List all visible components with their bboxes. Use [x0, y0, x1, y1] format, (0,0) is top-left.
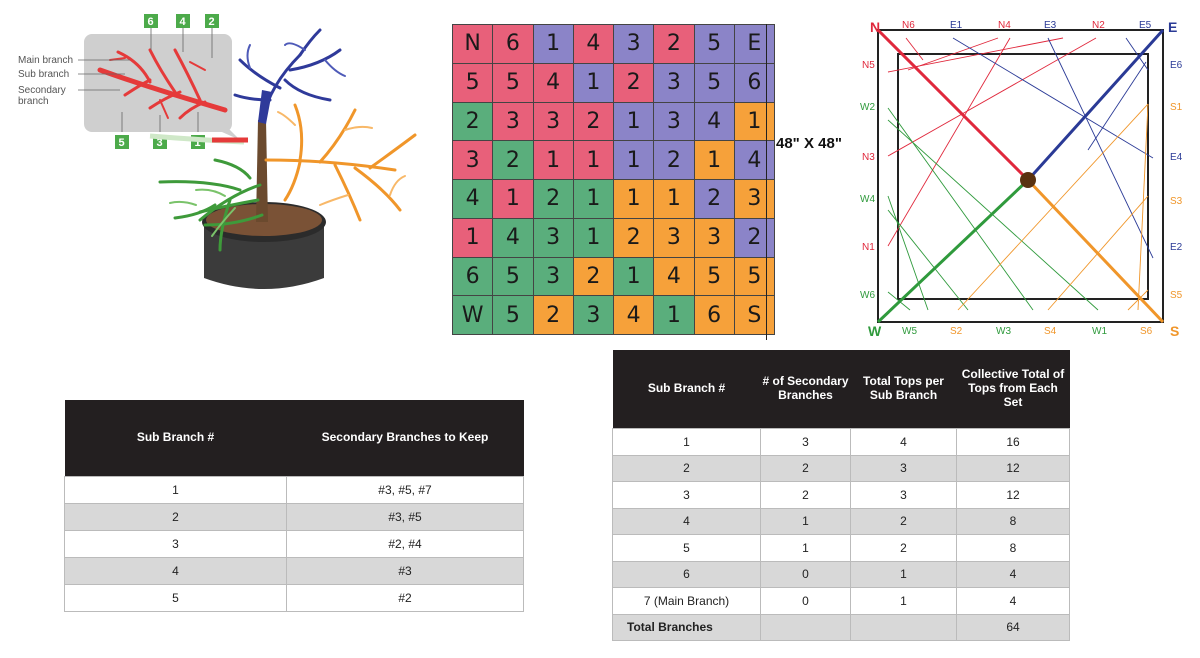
left-label-1: N5	[862, 60, 875, 71]
num-box-3: 3	[156, 137, 163, 149]
grid-cell: 1	[654, 296, 694, 335]
grid-cell: 4	[493, 219, 533, 258]
secondary-branches-table	[64, 400, 524, 612]
grid-cell: 1	[534, 141, 574, 180]
size-label: 48" X 48"	[776, 135, 842, 152]
trunk-center-icon	[1020, 172, 1036, 188]
left-label-2: W2	[860, 102, 875, 113]
top-label-3: N4	[998, 20, 1011, 31]
grid-cell: 5	[695, 25, 735, 64]
grid-cell: 3	[493, 103, 533, 142]
table-cell: 1	[851, 561, 957, 588]
grid-cell: 2	[534, 180, 574, 219]
grid-cell: 5	[453, 64, 493, 103]
table-cell: 2	[761, 482, 851, 509]
label-branch: branch	[18, 96, 49, 107]
table-cell: 0	[761, 561, 851, 588]
grid-cell: 1	[654, 180, 694, 219]
grid-cell: 2	[654, 25, 694, 64]
trunk	[256, 120, 268, 222]
table-cell: 12	[957, 482, 1070, 509]
left-label-3: N3	[862, 152, 875, 163]
table-cell: Total Branches	[613, 614, 761, 641]
label-sub-branch: Sub branch	[18, 69, 70, 80]
grid-cell: 2	[574, 103, 614, 142]
table-cell: #3, #5, #7	[287, 477, 524, 504]
grid-cell: 2	[695, 180, 735, 219]
table-cell: 2	[761, 455, 851, 482]
grid-cell: 3	[654, 103, 694, 142]
grid-cell: 2	[614, 64, 654, 103]
grid-cell: 5	[695, 258, 735, 297]
table-cell: 8	[957, 535, 1070, 562]
west-main-branch	[878, 180, 1028, 322]
table-cell: 1	[761, 535, 851, 562]
table-cell: 1	[761, 508, 851, 535]
grid-cell: E	[735, 25, 775, 64]
grid-cell: 1	[614, 141, 654, 180]
grid-cell: 6	[493, 25, 533, 64]
table-cell: 12	[957, 455, 1070, 482]
table-row	[613, 455, 1070, 482]
grid-cell: 1	[574, 180, 614, 219]
inset-panel	[84, 34, 232, 132]
grid-cell: 2	[534, 296, 574, 335]
table-cell: 7 (Main Branch)	[613, 588, 761, 615]
table-row	[613, 482, 1070, 509]
grid-cell: 4	[614, 296, 654, 335]
grid-cell: 4	[453, 180, 493, 219]
table-cell: 1	[613, 429, 761, 456]
table-cell	[851, 614, 957, 641]
table-row	[65, 558, 524, 585]
table-cell: 8	[957, 508, 1070, 535]
grid-cell: 1	[574, 64, 614, 103]
grid-cell: 3	[534, 219, 574, 258]
table-row	[65, 477, 524, 504]
table-cell: 2	[851, 508, 957, 535]
table-cell: 64	[957, 614, 1070, 641]
grid-cell: 5	[493, 258, 533, 297]
table-cell: 1	[851, 588, 957, 615]
table-cell: 3	[613, 482, 761, 509]
plant-illustration	[0, 0, 440, 340]
grid-cell: 1	[574, 219, 614, 258]
table-cell: 4	[957, 561, 1070, 588]
bottom-label-2: S2	[950, 326, 963, 337]
grid-cell: S	[735, 296, 775, 335]
table-cell: #3	[287, 558, 524, 585]
grid-cell: 6	[735, 64, 775, 103]
table-cell: 6	[613, 561, 761, 588]
grid-cell: 5	[695, 64, 735, 103]
corner-e: E	[1168, 19, 1178, 35]
table-row	[65, 504, 524, 531]
num-box-5: 5	[118, 137, 125, 149]
east-main-branch	[1028, 30, 1163, 180]
grid-cell: 3	[534, 103, 574, 142]
grid-cell: 1	[574, 141, 614, 180]
right-label-4: S3	[1170, 196, 1183, 207]
top-label-6: E5	[1139, 20, 1152, 31]
top-label-4: E3	[1044, 20, 1057, 31]
grid-cell: 1	[614, 103, 654, 142]
right-label-2: S1	[1170, 102, 1183, 113]
grid-cell: 1	[453, 219, 493, 258]
table-row	[613, 429, 1070, 456]
table-cell: 2	[851, 535, 957, 562]
bottom-label-1: W5	[902, 326, 917, 337]
grid-cell: 1	[534, 25, 574, 64]
grid-cell: 3	[453, 141, 493, 180]
grid-cell: 3	[735, 180, 775, 219]
t2-header-secondary-count: # of Secondary Branches	[761, 350, 851, 429]
grid-cell: 6	[453, 258, 493, 297]
table-cell: 4	[613, 508, 761, 535]
grid-cell: 2	[654, 141, 694, 180]
t2-header-tops-per-sub: Total Tops per Sub Branch	[851, 350, 957, 429]
grid-cell: 1	[614, 180, 654, 219]
table-cell: 3	[851, 455, 957, 482]
num-box-6: 6	[147, 16, 154, 28]
right-label-3: E4	[1170, 152, 1183, 163]
grid-cell: 3	[695, 219, 735, 258]
grid-cell: 3	[534, 258, 574, 297]
t1-header-sub-branch: Sub Branch #	[65, 400, 287, 477]
grid-divider	[766, 24, 767, 340]
grid-cell: 1	[614, 258, 654, 297]
grid-cell: 3	[614, 25, 654, 64]
table-row	[613, 561, 1070, 588]
num-box-4: 4	[179, 16, 186, 28]
south-branches	[266, 105, 415, 220]
grid-cell: 2	[735, 219, 775, 258]
table-cell: 0	[761, 588, 851, 615]
left-label-6: W6	[860, 290, 875, 301]
table-cell: 5	[613, 535, 761, 562]
table-row	[65, 585, 524, 612]
top-label-2: E1	[950, 20, 963, 31]
grid-cell: 5	[493, 296, 533, 335]
table-cell: #2	[287, 585, 524, 612]
grid-cell: 1	[493, 180, 533, 219]
label-main-branch: Main branch	[18, 55, 74, 66]
num-box-2: 2	[208, 16, 215, 28]
right-label-6: S5	[1170, 290, 1183, 301]
bottom-label-3: W3	[996, 326, 1011, 337]
t1-header-secondary: Secondary Branches to Keep	[287, 400, 524, 477]
num-box-1: 1	[194, 137, 201, 149]
grid-cell: 4	[695, 103, 735, 142]
table-cell: 3	[851, 482, 957, 509]
top-label-5: N2	[1092, 20, 1105, 31]
grid-cell: 4	[534, 64, 574, 103]
bottom-label-5: W1	[1092, 326, 1107, 337]
table-cell: 16	[957, 429, 1070, 456]
north-main-branch	[878, 30, 1028, 180]
compass-diagram	[848, 10, 1200, 340]
grid-cell: 2	[614, 219, 654, 258]
left-label-5: N1	[862, 242, 875, 253]
table-row	[613, 614, 1070, 641]
table-row	[613, 508, 1070, 535]
grid-cell: 2	[453, 103, 493, 142]
bottom-label-6: S6	[1140, 326, 1153, 337]
table-cell	[761, 614, 851, 641]
grid-cell: 3	[654, 219, 694, 258]
t2-header-collective-total: Collective Total of Tops from Each Set	[957, 350, 1070, 429]
bottom-label-4: S4	[1044, 326, 1057, 337]
right-label-1: E6	[1170, 60, 1183, 71]
grid-cell: N	[453, 25, 493, 64]
table-cell: 3	[761, 429, 851, 456]
grid-cell: 4	[574, 25, 614, 64]
left-label-4: W4	[860, 194, 875, 205]
grid-cell: 1	[695, 141, 735, 180]
table-cell: #2, #4	[287, 531, 524, 558]
corner-w: W	[868, 323, 882, 339]
corner-n: N	[870, 19, 881, 35]
grid-cell: 5	[493, 64, 533, 103]
grid-cell: 4	[735, 141, 775, 180]
top-label-1: N6	[902, 20, 915, 31]
tops-summary-table	[612, 350, 1070, 641]
table-cell: 4	[65, 558, 287, 585]
label-secondary: Secondary	[18, 85, 66, 96]
table-cell: 2	[65, 504, 287, 531]
grid-cell: 6	[695, 296, 735, 335]
grid-cell: 2	[493, 141, 533, 180]
table-cell: 4	[851, 429, 957, 456]
grid-cell: 4	[654, 258, 694, 297]
table-cell: 4	[957, 588, 1070, 615]
right-label-5: E2	[1170, 242, 1183, 253]
south-main-branch	[1028, 180, 1163, 322]
grid-cell: 2	[574, 258, 614, 297]
table-cell: 3	[65, 531, 287, 558]
table-cell: #3, #5	[287, 504, 524, 531]
table-row	[65, 531, 524, 558]
grid-cell: 1	[735, 103, 775, 142]
t2-header-sub-branch: Sub Branch #	[613, 350, 761, 429]
table-cell: 1	[65, 477, 287, 504]
table-row	[613, 535, 1070, 562]
table-cell: 5	[65, 585, 287, 612]
table-cell: 2	[613, 455, 761, 482]
grid-cell: 3	[654, 64, 694, 103]
planting-grid	[452, 24, 775, 335]
grid-cell: 5	[735, 258, 775, 297]
corner-s: S	[1170, 323, 1180, 339]
grid-cell: W	[453, 296, 493, 335]
table-row	[613, 588, 1070, 615]
grid-cell: 3	[574, 296, 614, 335]
